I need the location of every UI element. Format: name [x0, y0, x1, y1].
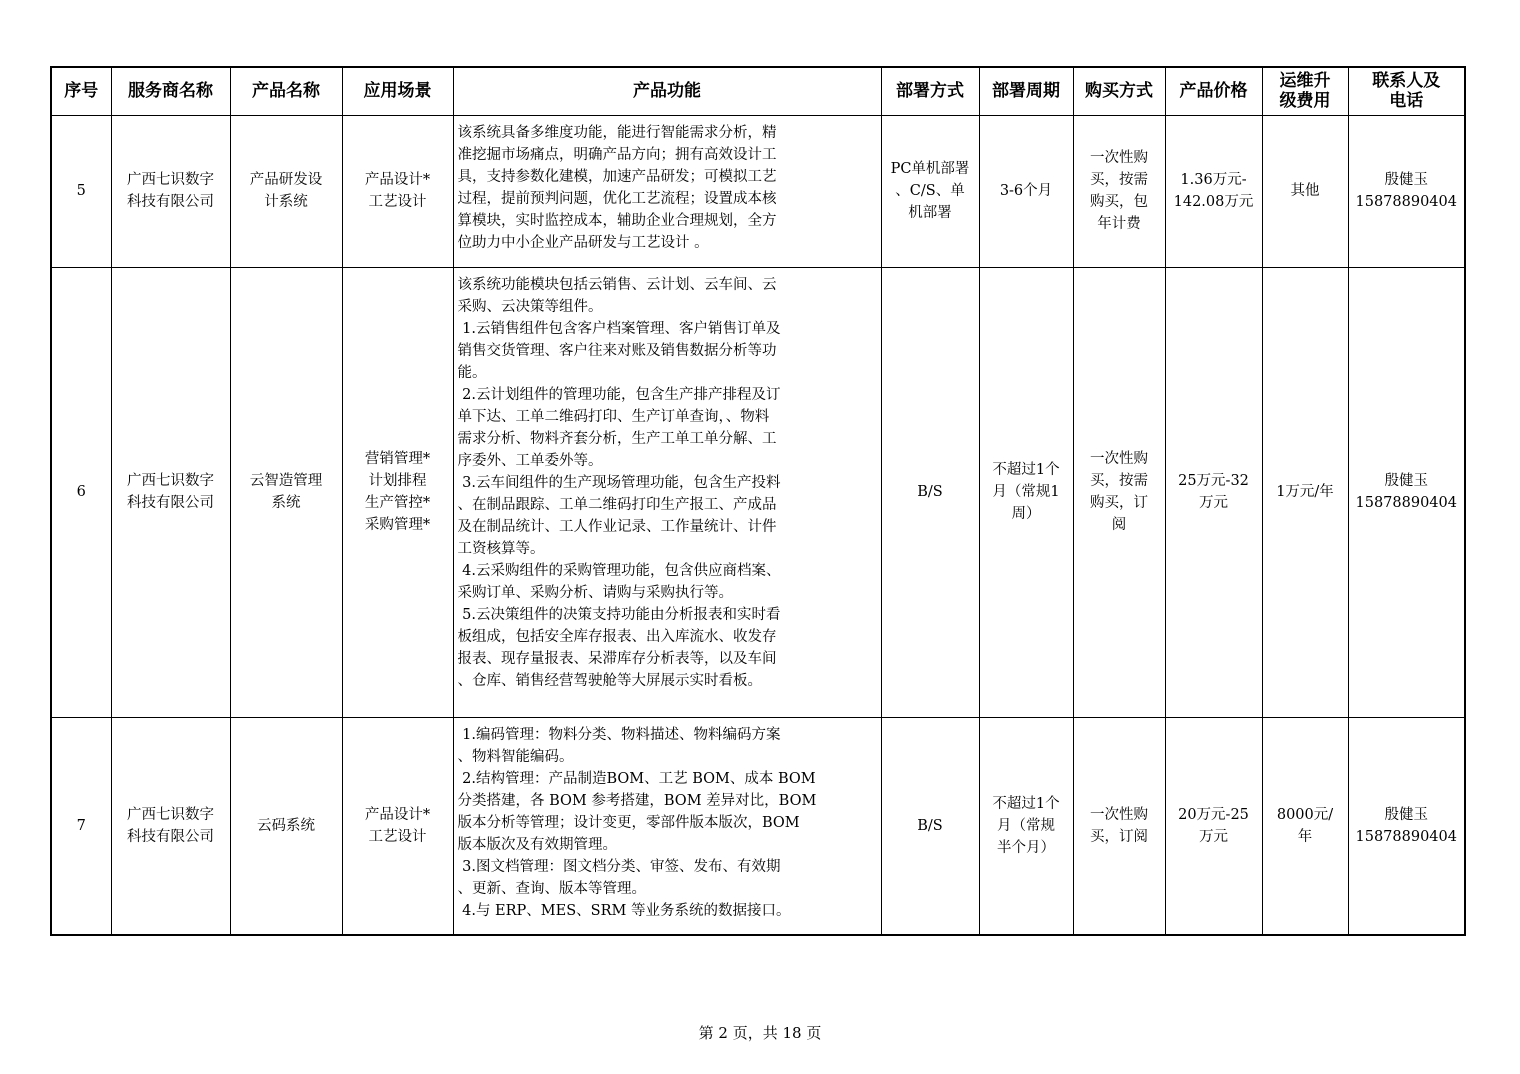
function-line: 报表、现存量报表、呆滞库存分析表等，以及车间: [457, 650, 777, 667]
function-line: 、更新、查询、版本等管理。: [457, 880, 646, 897]
cell-price: 20万元-25 万元: [1165, 717, 1262, 935]
function-line: 、物料智能编码。: [457, 748, 574, 765]
function-line: 版本版次及有效期管理。: [457, 836, 617, 853]
function-line: 序委外、工单委外等。: [457, 452, 603, 469]
function-line: 能。: [457, 364, 487, 381]
header-cell: 产品功能: [453, 67, 881, 115]
cell-purchase: 一次性购 买，订阅: [1073, 717, 1165, 935]
header-cell: 部署方式: [881, 67, 979, 115]
cell-deploy: B/S: [881, 717, 979, 935]
header-cell: 产品价格: [1165, 67, 1262, 115]
cell-no: 7: [51, 717, 111, 935]
function-line: 2.结构管理：产品制造BOM、工艺 BOM、成本 BOM: [457, 770, 816, 787]
cell-maintenance: 1万元/年: [1262, 267, 1348, 717]
function-line: 3.图文档管理：图文档分类、审签、发布、有效期: [457, 858, 781, 875]
function-line: 位助力中小企业产品研发与工艺设计 。: [457, 234, 709, 251]
function-line: 3.云车间组件的生产现场管理功能，包含生产投料: [457, 474, 781, 491]
page-footer: 第 2 页，共 18 页: [698, 1024, 822, 1042]
function-line: 工资核算等。: [457, 540, 545, 557]
cell-purchase: 一次性购 买，按需 购买，订 阅: [1073, 267, 1165, 717]
header-cell: 购买方式: [1073, 67, 1165, 115]
function-line: 、在制品跟踪、工单二维码打印生产报工、产成品: [457, 496, 777, 513]
cell-no: 5: [51, 115, 111, 267]
cell-period: 不超过1个 月（常规 半个月）: [979, 717, 1073, 935]
function-line: 4.云采购组件的采购管理功能，包含供应商档案、: [457, 562, 781, 579]
cell-purchase: 一次性购 买，按需 购买，包 年计费: [1073, 115, 1165, 267]
function-line: 板组成，包括安全库存报表、出入库流水、收发存: [457, 628, 777, 645]
header-cell: 部署周期: [979, 67, 1073, 115]
table-row: [51, 267, 1465, 717]
function-line: 采购、云决策等组件。: [457, 298, 603, 315]
cell-no: 6: [51, 267, 111, 717]
table-row: [51, 717, 1465, 935]
cell-deploy: B/S: [881, 267, 979, 717]
cell-provider: 广西七识数字 科技有限公司: [111, 717, 230, 935]
cell-contact: 殷健玉 15878890404: [1348, 267, 1465, 717]
cell-scenario: 产品设计* 工艺设计: [342, 115, 453, 267]
function-line: 准挖掘市场痛点，明确产品方向；拥有高效设计工: [457, 146, 777, 163]
function-line: 2.云计划组件的管理功能，包含生产排产排程及订: [457, 386, 781, 403]
header-cell: 应用场景: [342, 67, 453, 115]
cell-provider: 广西七识数字 科技有限公司: [111, 267, 230, 717]
cell-period: 3-6个月: [979, 115, 1073, 267]
function-line: 单下达、工单二维码打印、生产订单查询，、物料: [457, 408, 770, 425]
cell-product: 云码系统: [230, 717, 342, 935]
function-line: 过程，提前预判问题，优化工艺流程；设置成本核: [457, 190, 777, 207]
cell-maintenance: 8000元/ 年: [1262, 717, 1348, 935]
cell-contact: 殷健玉 15878890404: [1348, 717, 1465, 935]
function-line: 1.编码管理：物料分类、物料描述、物料编码方案: [457, 726, 781, 743]
function-lines: [458, 724, 879, 922]
function-line: 具，支持参数化建模，加速产品研发；可模拟工艺: [457, 168, 777, 185]
function-line: 版本分析等管理；设计变更，零部件版本版次，BOM: [457, 814, 800, 831]
header-cell: 运维升 级费用: [1262, 67, 1348, 115]
function-line: 销售交货管理、客户往来对账及销售数据分析等功: [457, 342, 777, 359]
cell-provider: 广西七识数字 科技有限公司: [111, 115, 230, 267]
header-cell: 联系人及 电话: [1348, 67, 1465, 115]
header-cell: 序号: [51, 67, 111, 115]
cell-period: 不超过1个 月（常规1 周）: [979, 267, 1073, 717]
cell-price: 1.36万元- 142.08万元: [1165, 115, 1262, 267]
cell-scenario: 产品设计* 工艺设计: [342, 717, 453, 935]
function-lines: [458, 122, 879, 254]
function-line: 该系统具备多维度功能，能进行智能需求分析，精: [457, 124, 777, 141]
function-lines: [458, 274, 879, 692]
function-line: 1.云销售组件包含客户档案管理、客户销售订单及: [457, 320, 781, 337]
function-line: 该系统功能模块包括云销售、云计划、云车间、云: [457, 276, 777, 293]
header-row: [51, 67, 1465, 115]
table-row: [51, 115, 1465, 267]
header-cell: 产品名称: [230, 67, 342, 115]
cell-product: 产品研发设 计系统: [230, 115, 342, 267]
cell-function: [453, 267, 881, 717]
cell-function: [453, 115, 881, 267]
cell-product: 云智造管理 系统: [230, 267, 342, 717]
cell-function: [453, 717, 881, 935]
product-table: [50, 66, 1466, 936]
cell-deploy: PC单机部署 、C/S、单 机部署: [881, 115, 979, 267]
function-line: 分类搭建，各 BOM 参考搭建，BOM 差异对比，BOM: [457, 792, 817, 809]
function-line: 需求分析、物料齐套分析，生产工单工单分解、工: [457, 430, 777, 447]
function-line: 算模块，实时监控成本，辅助企业合理规划，全方: [457, 212, 777, 229]
cell-contact: 殷健玉 15878890404: [1348, 115, 1465, 267]
function-line: 采购订单、采购分析、请购与采购执行等。: [457, 584, 733, 601]
cell-maintenance: 其他: [1262, 115, 1348, 267]
header-cell: 服务商名称: [111, 67, 230, 115]
function-line: 、仓库、销售经营驾驶舱等大屏展示实时看板。: [457, 672, 762, 689]
function-line: 5.云决策组件的决策支持功能由分析报表和实时看: [457, 606, 781, 623]
function-line: 4.与 ERP、MES、SRM 等业务系统的数据接口。: [457, 902, 791, 919]
cell-price: 25万元-32 万元: [1165, 267, 1262, 717]
function-line: 及在制品统计、工人作业记录、工作量统计、计件: [457, 518, 777, 535]
cell-scenario: 营销管理* 计划排程 生产管控* 采购管理*: [342, 267, 453, 717]
